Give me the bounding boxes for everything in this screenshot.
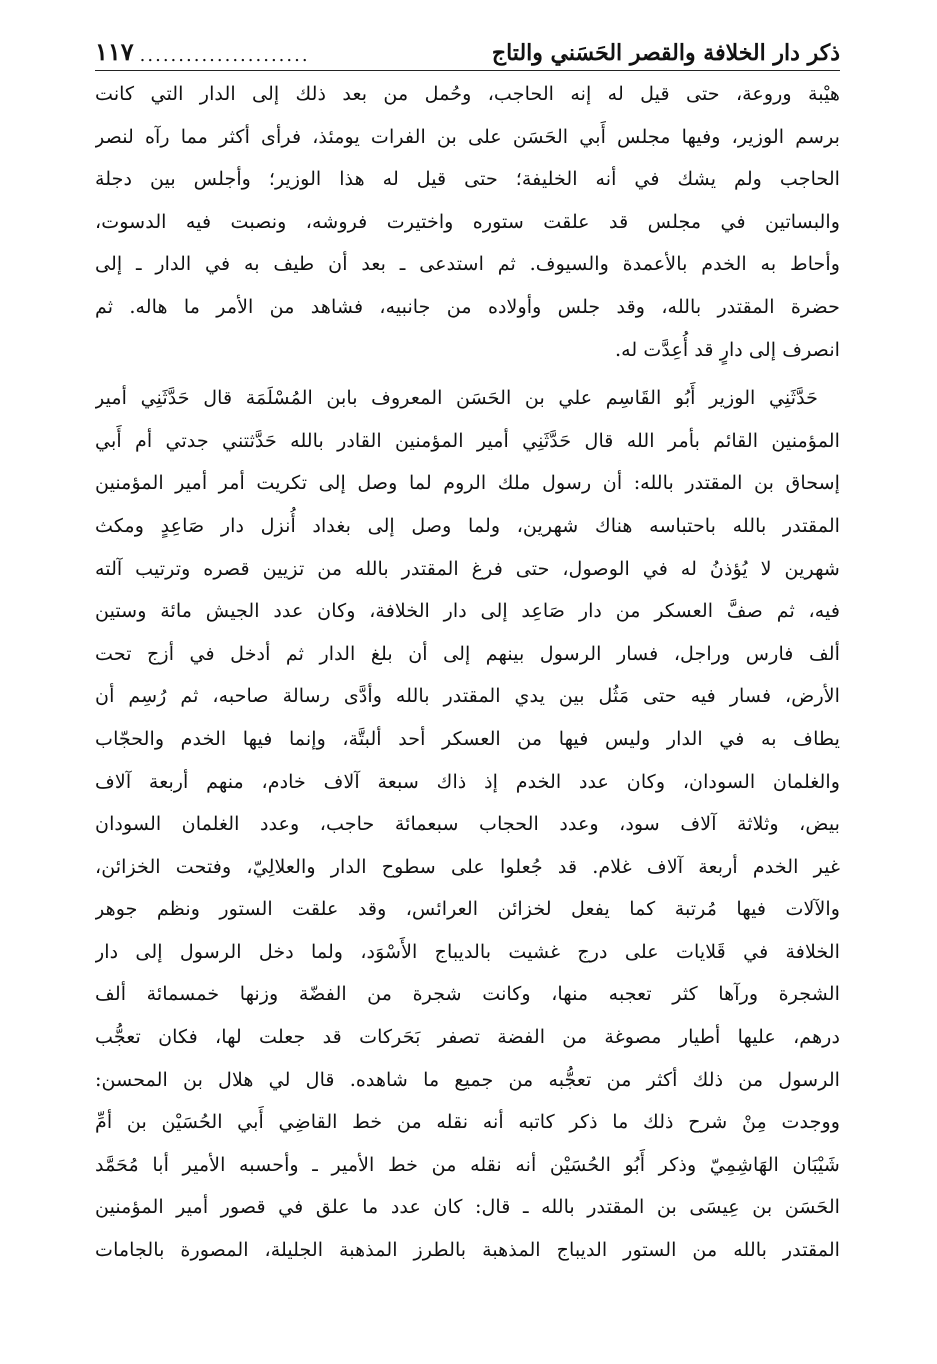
text-line: وأحاط به الخدم بالأعمدة والسيوف. ثم استدعى ـ بعد أن طيف به في الدار ـ إلى: [95, 252, 840, 276]
page-header: [95, 30, 840, 71]
text-line: الأرض، فسار فيه حتى مَثُل بين يدي المقتدر بالله وأدَّى رسالة صاحبه، ثم رُسِم أن: [95, 684, 840, 708]
text-line: حَدَّثَنِي الوزير أَبُو القَاسِم علي بن الحَسَن المعروف بابن المُسْلَمَة قال حَدَّثَنِي أمير: [95, 386, 818, 410]
paragraph: [95, 377, 840, 1271]
text-line: والآلات فيها مُرتبة كما يفعل لخزائن العرائس، وقد علقت الستور ونظم جوهر: [95, 897, 840, 921]
text-line: الحاجب ولم يشك في أنه الخليفة؛ حتى قيل له هذا الوزير؛ وأجلس بين دجلة: [95, 167, 840, 191]
text-line: هيْبة وروعة، حتى قيل له إنه الحاجب، وحُمل من بعد ذلك إلى الدار التي كانت: [95, 82, 840, 105]
text-line: إسحاق بن المقتدر بالله: أن رسول ملك الروم لما وصل إلى تكريت أمر أمير المؤمنين: [95, 471, 840, 495]
book-page: [95, 30, 840, 1272]
text-line: انصرف إلى دارٍ قد أُعِدَّت له.: [615, 337, 840, 361]
text-line: ألف فارس وراجل، فسار الرسول بينهم إلى أن بلغ الدار ثم أدخل في أزج تحت: [95, 641, 840, 665]
text-line: الرسول من ذلك أكثر من تعجُّبه من جميع ما شاهده. قال لي هلال بن المحسن:: [95, 1067, 840, 1091]
page-number: ١١٧: [95, 37, 134, 66]
text-line: الخلافة في قَلايات على درج غشيت بالديباج الأَسْوَد، ولما دخل الرسول إلى دار: [95, 939, 840, 963]
text-line: الحَسَن بن عِيسَى بن المقتدر بالله ـ قال: كان عدد ما علق في قصور أمير المؤمنين: [95, 1195, 840, 1219]
text-line: المقتدر بالله باحتباسه هناك شهرين، ولما وصل إلى بغداد أُنزل دار صَاعِدٍ ومكث: [95, 513, 840, 537]
text-line: فيه، ثم صفَّ العسكر من دار صَاعِد إلى دار الخلافة، وكان عدد الجيش مائة وستين: [95, 599, 840, 623]
text-line: غير الخدم أربعة آلاف غلام. قد جُعلوا على سطوح الدار والعلالِيّ، وفتحت الخزائن،: [95, 854, 840, 878]
text-line: المقتدر بالله من الستور الديباج المذهبة بالطرز المذهبة الجليلة، المصورة بالجامات: [95, 1238, 840, 1262]
text-line: برسم الوزير، وفيها مجلس أَبي الحَسَن على بن الفرات يومئذ، فرأى أكثر مما رآه لنصر: [95, 124, 840, 148]
text-line: والغلمان السودان، وكان عدد الخدم إذ ذاك سبعة آلاف خادم، منهم أربعة آلاف: [95, 769, 840, 793]
text-line: شَيْبَان الهَاشِمِيّ وذكر أَبُو الحُسَيْن أنه نقله من خط الأمير ـ وأحسبه الأمير أبا مُحَمَّد: [95, 1152, 840, 1176]
running-title: ذكر دار الخلافة والقصر الحَسَني والتاج: [491, 40, 840, 66]
text-line: شهرين لا يُؤذنُ له في الوصول، حتى فرغ المقتدر بالله من تزيين قصره وترتيب آلته: [95, 556, 840, 580]
text-line: حضرة المقتدر بالله، وقد جلس وأولاده من جانبيه، فشاهد من الأمر ما هاله. ثم: [95, 294, 840, 318]
dot-leader: ......................: [139, 45, 310, 66]
text-line: درهم، عليها أطيار مصوغة من الفضة تصفر بَحَركات قد جعلت لها، فكان تعجُّب: [95, 1025, 840, 1049]
paragraph: [95, 73, 840, 371]
text-line: بيض، وثلاثة آلاف سود، وعدد الحجاب سبعمائة حاجب، وعدد الغلمان السودان: [95, 812, 840, 836]
body-text: [95, 73, 840, 1272]
text-line: والبساتين في مجلس قد علقت ستوره واختيرت فروشه، ونصبت فيه الدسوت،: [95, 209, 840, 233]
text-line: ووجدت مِنْ شرح ذلك ما ذكر كاتبه أنه نقله من خط القاضِي أَبي الحُسَيْن بن أمِّ: [95, 1110, 840, 1134]
text-line: يطاف به في الدار وليس فيها من العسكر أحد ألبتَّة، وإنما فيها الخدم والحجّاب: [95, 726, 840, 750]
text-line: المؤمنين القائم بأمر الله قال حَدَّثَنِي أمير المؤمنين القادر بالله حَدَّثتني جدتي أم أَبي: [95, 428, 840, 452]
text-line: الشجرة ورآها كثر تعجبه منها، وكانت شجرة من الفضّة وزنها خمسمائة ألف: [95, 982, 840, 1006]
